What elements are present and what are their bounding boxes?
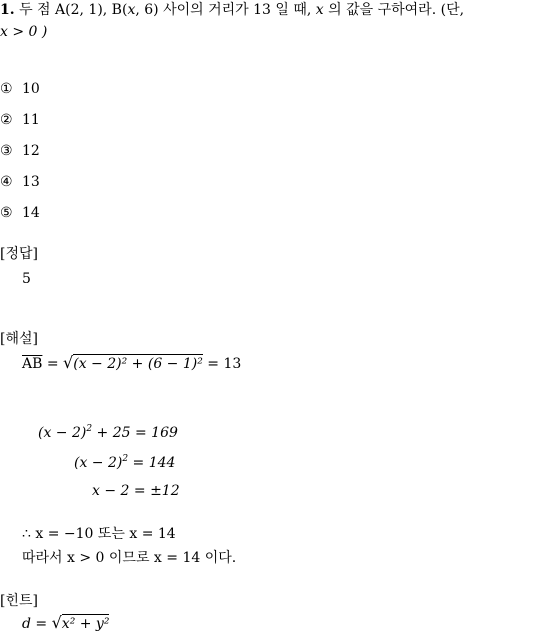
step-1-exponent: 2 bbox=[86, 424, 93, 434]
question-text-part-2: , 6) 사이의 거리가 13 일 때, bbox=[135, 2, 316, 18]
derivation-step-3: x − 2 = ±12 bbox=[92, 483, 180, 499]
choice-1[interactable] bbox=[0, 80, 40, 98]
step-2-rest: = 144 bbox=[128, 455, 176, 471]
choice-mark: ③ bbox=[0, 143, 13, 159]
step-1-rest: + 25 = 169 bbox=[92, 425, 178, 441]
derivation-step-1 bbox=[38, 424, 178, 442]
question-condition: x > 0 ) bbox=[0, 24, 48, 40]
hint-label: [힌트] bbox=[0, 593, 38, 609]
choice-4[interactable] bbox=[0, 173, 40, 191]
equals-sign: = bbox=[42, 356, 64, 372]
answer-value: 5 bbox=[22, 271, 31, 287]
question-text-part-3: 의 값을 구하여라. (단, bbox=[323, 2, 465, 18]
choice-value: 13 bbox=[22, 174, 40, 190]
radical-icon: √ bbox=[51, 613, 62, 632]
choice-value: 11 bbox=[22, 112, 40, 128]
choice-2[interactable] bbox=[0, 111, 40, 129]
question-variable-x-2: x bbox=[315, 2, 324, 18]
choice-mark: ① bbox=[0, 81, 13, 97]
therefore-line: ∴ x = −10 또는 x = 14 bbox=[22, 526, 176, 542]
radicand: (x − 2)² + (6 − 1)² bbox=[73, 356, 203, 372]
equation-result: = 13 bbox=[202, 356, 242, 372]
step-2-base: (x − 2) bbox=[74, 455, 123, 471]
radical-icon: √ bbox=[63, 353, 74, 372]
question-line-1 bbox=[0, 1, 464, 19]
choice-3[interactable] bbox=[0, 142, 40, 160]
choice-mark: ⑤ bbox=[0, 205, 13, 221]
choice-mark: ② bbox=[0, 112, 13, 128]
step-2-exponent: 2 bbox=[122, 454, 129, 464]
choice-mark: ④ bbox=[0, 174, 13, 190]
hint-radicand: x² + y² bbox=[61, 616, 110, 632]
square-root bbox=[63, 354, 203, 373]
explanation-label: [해설] bbox=[0, 331, 38, 347]
question-number: 1. bbox=[0, 2, 15, 18]
choice-value: 14 bbox=[22, 205, 40, 221]
choice-5[interactable] bbox=[0, 204, 40, 222]
conclusion-line: 따라서 x > 0 이므로 x = 14 이다. bbox=[22, 550, 237, 566]
answer-label: [정답] bbox=[0, 246, 38, 262]
hint-square-root bbox=[52, 614, 110, 633]
choice-value: 12 bbox=[22, 143, 40, 159]
hint-lhs: d = bbox=[22, 616, 52, 632]
choice-value: 10 bbox=[22, 81, 40, 97]
derivation-step-2 bbox=[74, 454, 175, 472]
question-text-part-1: 두 점 A(2, 1), B( bbox=[19, 2, 128, 18]
question-variable-x: x bbox=[127, 2, 136, 18]
step-1-base: (x − 2) bbox=[38, 425, 87, 441]
hint-formula bbox=[22, 614, 109, 633]
distance-equation bbox=[22, 354, 241, 373]
segment-ab: $\overline{AB}$ bbox=[22, 356, 43, 372]
